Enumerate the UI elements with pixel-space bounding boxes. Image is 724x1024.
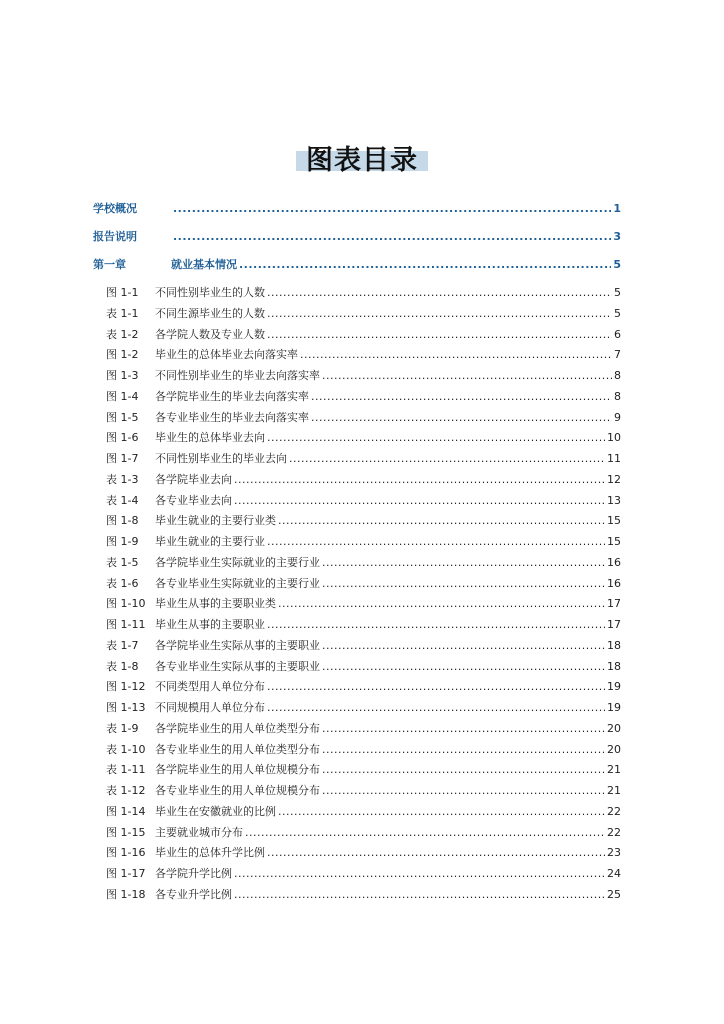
toc-entry-label: 表 1-10: [106, 742, 146, 756]
toc-entry-title: 不同性别毕业生的毕业去向落实率: [155, 369, 320, 382]
toc-heading-entry[interactable]: [93, 228, 621, 256]
toc-entry-page-number: 15: [607, 535, 621, 548]
dot-leader: [322, 556, 605, 569]
dot-leader: [267, 307, 612, 320]
toc-entry-label: 表 1-7: [106, 638, 139, 652]
dot-leader: [322, 369, 612, 382]
toc-entry-label: 图 1-1: [106, 286, 139, 299]
toc-entry[interactable]: [93, 284, 621, 305]
dot-leader: [322, 639, 605, 652]
toc-entry-label: 表 1-3: [106, 472, 139, 486]
toc-entry[interactable]: [93, 803, 621, 824]
toc-entry-title: 毕业生就业的主要行业: [155, 535, 265, 548]
table-of-contents: [93, 200, 621, 907]
toc-entry-title: 主要就业城市分布: [155, 825, 243, 839]
toc-entry[interactable]: [93, 720, 621, 741]
dot-leader: [267, 328, 612, 341]
toc-entry-label: 表 1-5: [106, 555, 139, 569]
toc-entry[interactable]: [93, 388, 621, 409]
toc-entry-label: 图 1-10: [106, 597, 146, 611]
toc-entry-title: 各学院升学比例: [155, 867, 232, 880]
dot-leader: [267, 535, 605, 548]
toc-entry[interactable]: [93, 492, 621, 513]
toc-entry-label: 表 1-9: [106, 721, 139, 735]
toc-entry[interactable]: [93, 844, 621, 865]
dot-leader: [245, 826, 605, 839]
toc-entry[interactable]: [93, 595, 621, 616]
toc-entry[interactable]: [93, 699, 621, 720]
toc-entry-page-number: 25: [607, 887, 621, 901]
toc-entry-title: 毕业生的总体升学比例: [155, 846, 265, 860]
toc-entry-label: 图 1-15: [106, 825, 146, 839]
dot-leader: [173, 202, 611, 215]
toc-entry-page-number: 17: [607, 597, 621, 611]
toc-entry-title: 各专业毕业生实际从事的主要职业: [155, 659, 320, 673]
toc-entry-title: 各学院毕业生的用人单位类型分布: [155, 721, 320, 735]
toc-entry-page-number: 19: [607, 701, 621, 714]
toc-entry-label: 图 1-18: [106, 887, 146, 901]
toc-entry-label: 表 1-2: [106, 327, 139, 341]
toc-entry-title: 不同生源毕业生的人数: [155, 306, 265, 320]
toc-entry-label: 图 1-13: [106, 701, 146, 714]
dot-leader: [322, 784, 605, 797]
toc-entry-title: 不同性别毕业生的人数: [155, 286, 265, 299]
dot-leader: [239, 258, 611, 271]
toc-entry-page-number: 21: [607, 763, 621, 777]
toc-entry[interactable]: [93, 346, 621, 367]
toc-entry[interactable]: [93, 409, 621, 430]
dot-leader: [234, 867, 605, 880]
dot-leader: [300, 348, 612, 361]
toc-entry-label: 图 1-7: [106, 452, 139, 465]
dot-leader: [322, 722, 605, 735]
toc-entry-title: 各专业毕业生的用人单位类型分布: [155, 742, 320, 756]
toc-entry-title: 各学院毕业生实际就业的主要行业: [155, 555, 320, 569]
toc-entry-title: 毕业生从事的主要职业: [155, 618, 265, 631]
toc-entry[interactable]: [93, 678, 621, 699]
title-block: [0, 138, 724, 177]
dot-leader: [311, 390, 612, 403]
toc-entry[interactable]: [93, 886, 621, 907]
dot-leader: [278, 514, 605, 527]
toc-entry[interactable]: [93, 533, 621, 554]
toc-entry-label: 表 1-8: [106, 659, 139, 673]
toc-entry[interactable]: [93, 782, 621, 803]
toc-entry-label: 图 1-6: [106, 431, 139, 445]
toc-entry-label: 图 1-9: [106, 535, 139, 548]
toc-entry[interactable]: [93, 367, 621, 388]
toc-entry-page-number: 8: [614, 369, 621, 382]
toc-entry[interactable]: [93, 824, 621, 845]
toc-entry-title: 各学院人数及专业人数: [155, 327, 265, 341]
dot-leader: [311, 411, 612, 424]
dot-leader: [234, 494, 605, 507]
toc-entry-label: 表 1-1: [106, 306, 139, 320]
toc-entry-page-number: 19: [607, 680, 621, 694]
toc-entry[interactable]: [93, 450, 621, 471]
toc-entry-label: 第一章: [93, 258, 126, 271]
toc-entry-page-number: 6: [614, 327, 621, 341]
toc-entry-label: 图 1-16: [106, 846, 146, 860]
dot-leader: [267, 701, 605, 714]
toc-entry-label: 图 1-5: [106, 410, 139, 424]
dot-leader: [322, 763, 605, 776]
toc-entry-page-number: 15: [607, 514, 621, 528]
toc-entry[interactable]: [93, 512, 621, 533]
toc-entry-label: 学校概况: [93, 202, 137, 215]
toc-entry-page-number: 10: [607, 431, 621, 445]
dot-leader: [289, 452, 605, 465]
toc-entry-label: 图 1-2: [106, 348, 139, 362]
toc-entry-title: 各学院毕业生的毕业去向落实率: [155, 389, 309, 403]
toc-entry-page-number: 16: [607, 576, 621, 590]
toc-entry-page-number: 3: [613, 230, 621, 243]
toc-entry-page-number: 17: [607, 618, 621, 631]
dot-leader: [267, 846, 605, 859]
toc-entry-page-number: 20: [607, 742, 621, 756]
toc-entry-page-number: 5: [614, 306, 621, 320]
toc-entry-page-number: 5: [614, 286, 621, 299]
dot-leader: [322, 660, 605, 673]
dot-leader: [234, 888, 605, 901]
toc-entry-label: 图 1-3: [106, 369, 139, 382]
toc-entry-page-number: 20: [607, 721, 621, 735]
toc-entry-title: 就业基本情况: [171, 258, 237, 271]
toc-entry-label: 报告说明: [93, 230, 137, 243]
toc-entry-title: 不同规模用人单位分布: [155, 701, 265, 714]
toc-entry-title: 不同类型用人单位分布: [155, 680, 265, 694]
dot-leader: [278, 597, 605, 610]
toc-entry-label: 表 1-11: [106, 763, 146, 777]
dot-leader: [322, 743, 605, 756]
dot-leader: [267, 286, 612, 299]
toc-entry-label: 表 1-12: [106, 784, 146, 797]
toc-entry-page-number: 1: [613, 202, 621, 215]
toc-entry[interactable]: [93, 741, 621, 762]
toc-entry[interactable]: [93, 429, 621, 450]
toc-entry[interactable]: [93, 326, 621, 347]
toc-entry[interactable]: [93, 637, 621, 658]
toc-entry-page-number: 18: [607, 638, 621, 652]
toc-entry-page-number: 12: [607, 472, 621, 486]
toc-entry-title: 毕业生在安徽就业的比例: [155, 804, 276, 818]
toc-entry-title: 毕业生从事的主要职业类: [155, 597, 276, 611]
toc-entry[interactable]: [93, 616, 621, 637]
toc-entry-page-number: 13: [607, 493, 621, 507]
toc-entry-title: 毕业生的总体毕业去向: [155, 431, 265, 445]
toc-entry-title: 各学院毕业生的用人单位规模分布: [155, 763, 320, 777]
toc-entry[interactable]: [93, 865, 621, 886]
page-title: [296, 138, 428, 177]
toc-entry-label: 图 1-8: [106, 514, 139, 528]
page-title-text: 图表目录: [306, 145, 418, 176]
dot-leader: [173, 230, 611, 243]
toc-entry-label: 表 1-4: [106, 493, 139, 507]
toc-entry-page-number: 5: [613, 258, 621, 271]
toc-heading-entry[interactable]: [93, 200, 621, 228]
toc-entry-label: 图 1-17: [106, 867, 146, 880]
toc-entry[interactable]: [93, 761, 621, 782]
toc-entry[interactable]: [93, 471, 621, 492]
toc-entry-title: 各专业毕业生的毕业去向落实率: [155, 410, 309, 424]
toc-entry-title: 毕业生就业的主要行业类: [155, 514, 276, 528]
toc-entry-page-number: 16: [607, 555, 621, 569]
toc-entry-label: 图 1-12: [106, 680, 146, 694]
dot-leader: [267, 431, 605, 444]
toc-entry-title: 各专业毕业生实际就业的主要行业: [155, 576, 320, 590]
toc-entry-page-number: 24: [607, 867, 621, 880]
toc-entry-page-number: 8: [614, 389, 621, 403]
toc-entry-title: 各学院毕业去向: [155, 472, 232, 486]
toc-entry-page-number: 22: [607, 825, 621, 839]
toc-entry-title: 毕业生的总体毕业去向落实率: [155, 348, 298, 362]
dot-leader: [278, 805, 605, 818]
toc-entry-label: 表 1-6: [106, 576, 139, 590]
toc-entry-label: 图 1-11: [106, 618, 146, 631]
toc-entry-page-number: 11: [607, 452, 621, 465]
toc-entry-page-number: 18: [607, 659, 621, 673]
toc-entry-page-number: 22: [607, 804, 621, 818]
toc-entry[interactable]: [93, 575, 621, 596]
toc-entry-page-number: 23: [607, 846, 621, 860]
toc-entry-page-number: 7: [614, 348, 621, 362]
toc-entry[interactable]: [93, 658, 621, 679]
toc-entry-title: 各专业毕业去向: [155, 493, 232, 507]
dot-leader: [322, 577, 605, 590]
toc-entry-page-number: 9: [614, 410, 621, 424]
toc-entry-title: 各学院毕业生实际从事的主要职业: [155, 638, 320, 652]
toc-entry-title: 各专业毕业生的用人单位规模分布: [155, 784, 320, 797]
dot-leader: [267, 680, 605, 693]
toc-entry[interactable]: [93, 554, 621, 575]
toc-entry-page-number: 21: [607, 784, 621, 797]
toc-entry-title: 不同性别毕业生的毕业去向: [155, 452, 287, 465]
toc-heading-entry[interactable]: [93, 256, 621, 284]
toc-entry-title: 各专业升学比例: [155, 887, 232, 901]
toc-entry-label: 图 1-14: [106, 804, 146, 818]
dot-leader: [234, 473, 605, 486]
dot-leader: [267, 618, 605, 631]
toc-entry-label: 图 1-4: [106, 389, 139, 403]
toc-entry[interactable]: [93, 305, 621, 326]
